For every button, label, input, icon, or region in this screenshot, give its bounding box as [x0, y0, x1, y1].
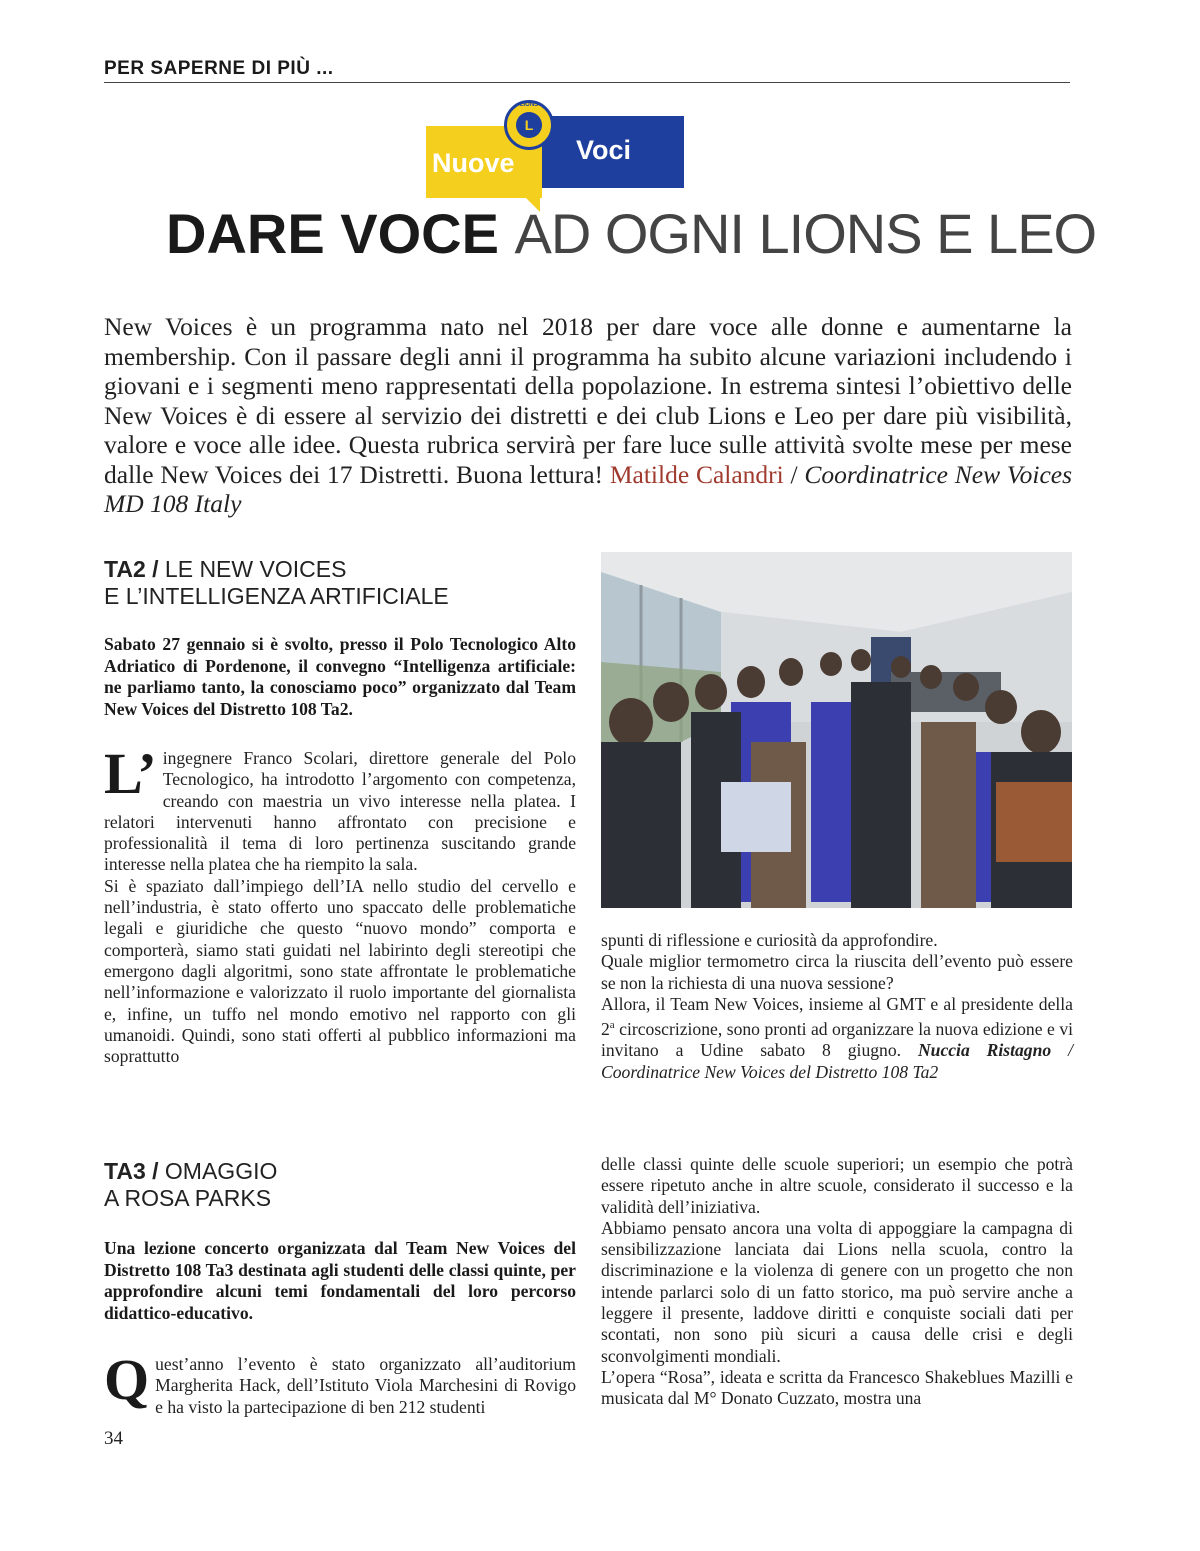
article2-col2-para3: L’opera “Rosa”, ideata e scritta da Francesco Shakeblues Mazilli e musicata dal M° Donato Cuzzato, mostra una — [601, 1366, 1073, 1409]
article2-code: TA3 / — [104, 1158, 159, 1184]
intro-role: Coordinatrice New Voices MD 108 Italy — [104, 459, 1073, 518]
article2-body-col1 — [104, 1347, 576, 1418]
article2-title — [104, 1158, 584, 1212]
intro-separator: / — [783, 459, 805, 489]
article1-col2-para2: Quale miglior termometro circa la riuscita dell’evento può essere se non la richiesta di una nuova sessione? — [601, 951, 1073, 993]
article1-title-line1: LE NEW VOICES — [158, 556, 347, 582]
article1-dropcap: L’ — [104, 741, 157, 806]
logo-word-nuove: Nuove — [432, 148, 515, 178]
article2-col2-para2: Abbiamo pensato ancora una volta di appoggiare la campagna di sensibilizzazione lanciata dai Lions nella scuola, contro la discriminazione e la violenza di genere con un progetto che non intende parlarci solo di un fatto storico, ma può servire anche a leggere il presente, laddove diritti e conquiste sociali dati per scontati, non sono più sicuri a causa delle crisi e degli sconvolgimenti mondiali. — [601, 1217, 1073, 1366]
article1-code: TA2 / — [104, 556, 159, 582]
article1-body-col1 — [104, 741, 576, 1067]
intro-text: New Voices è un programma nato nel 2018 per dare voce alle donne e aumentarne la membership. Con il passare degli anni il programma ha subito alcune variazioni includendo i giovani e i segmenti meno rappresentati della popolazione. In estrema sintesi l’obiettivo delle New Voices è di essere al servizio dei distretti e dei club Lions e Leo per dare più visibilità, valore e voce alle idee. Questa rubrica servirà per fare luce sulle attività svolte mese per mese dalle New Voices dei 17 Distretti. Buona lettura! — [104, 312, 1072, 489]
conference-photo — [601, 552, 1072, 908]
article1-title-line2: E L’INTELLIGENZA ARTIFICIALE — [104, 583, 449, 609]
article1-col2-para3: Allora, il Team New Voices, insieme al GMT e al presidente della 2$^a$ circoscrizione, sono pronti ad organizzare la nuova edizione e vi invitano a Udine sabato 8 giugno. Nuccia Ristagno / Coordinatrice New Voices del Distretto 108 Ta2 — [601, 993, 1074, 1082]
article2-dropcap: Q — [104, 1347, 150, 1412]
article2-title-line1: OMAGGIO — [158, 1158, 278, 1184]
running-head: PER SAPERNE DI PIÙ ... — [104, 58, 334, 79]
article1-para2: Si è spaziato dall’impiego dell’IA nello studio del cervello e nell’industria, è stato offerto uno spaccato delle problematiche legali e giuridiche che questo “nuovo mondo” comporta e comporterà, siamo stati guidati nel labirinto degli stereotipi che emergono dagli algoritmi, sono state affrontate le problematiche nell’informazione e valorizzato il ruolo importante del giornalista e, infine, un tuffo nel mondo emotivo nel rapporto con gli umanoidi. Quindi, sono stati offerti al pubblico informazioni ma soprattutto — [104, 875, 576, 1067]
article1-title — [104, 556, 584, 610]
article1-para1: L’ ingegnere Franco Scolari, direttore generale del Polo Tecnologico, ha introdotto l’argomento con competenza, creando con maestria un vivo interesse nella platea. I relatori intervenuti hanno affrontato con precisione e professionalità il tema di loro pertinenza suscitando grande interesse nella platea che ha riempito la sala. — [104, 741, 576, 875]
article2-col2-para1: delle classi quinte delle scuole superiori; un esempio che potrà essere ripetuto anche in altre scuole, considerato il successo e la validità dell’iniziativa. — [601, 1154, 1073, 1217]
intro-author: Matilde Calandri — [609, 459, 784, 489]
logo-word-voci: Voci — [576, 135, 632, 165]
header-divider — [104, 82, 1070, 83]
article1-lead: Sabato 27 gennaio si è svolto, presso il Polo Tecnologico Alto Adriatico di Pordenone, il convegno “Intelligenza artificiale: ne parliamo tanto, la conosciamo poco” organizzato dal Team New Voices del Distretto 108 Ta2. — [104, 634, 576, 719]
article1-signature-name: Nuccia Ristagno — [917, 1040, 1052, 1061]
page-title — [166, 202, 1096, 266]
article2-para1: Quest’anno l’evento è stato organizzato all’auditorium Margherita Hack, dell’Istituto Viola Marchesini di Rovigo e ha visto la partecipazione di ben 212 studenti — [104, 1347, 576, 1417]
page-number: 34 — [104, 1428, 123, 1449]
nuove-voci-logo — [426, 100, 686, 210]
article1-col2-line1: spunti di riflessione e curiosità da approfondire. — [601, 930, 938, 950]
title-light: AD OGNI LIONS E LEO — [514, 202, 1097, 265]
article2-title-line2: A ROSA PARKS — [104, 1185, 272, 1211]
article1-signature-role: / Coordinatrice New Voices del Distretto 108 Ta2 — [601, 1040, 1074, 1082]
article1-body-col2 — [601, 930, 1073, 1083]
title-bold: DARE VOCE — [166, 202, 499, 265]
article2-body-col2 — [601, 1154, 1073, 1410]
article2-lead: Una lezione concerto organizzata dal Team New Voices del Distretto 108 Ta3 destinata agli studenti delle classi quinte, per approfondire alcuni temi fondamentali del loro percorso didattico-educativo. — [104, 1238, 576, 1323]
lions-seal-icon: LIONS L — [504, 100, 554, 150]
intro-paragraph — [104, 312, 1072, 519]
